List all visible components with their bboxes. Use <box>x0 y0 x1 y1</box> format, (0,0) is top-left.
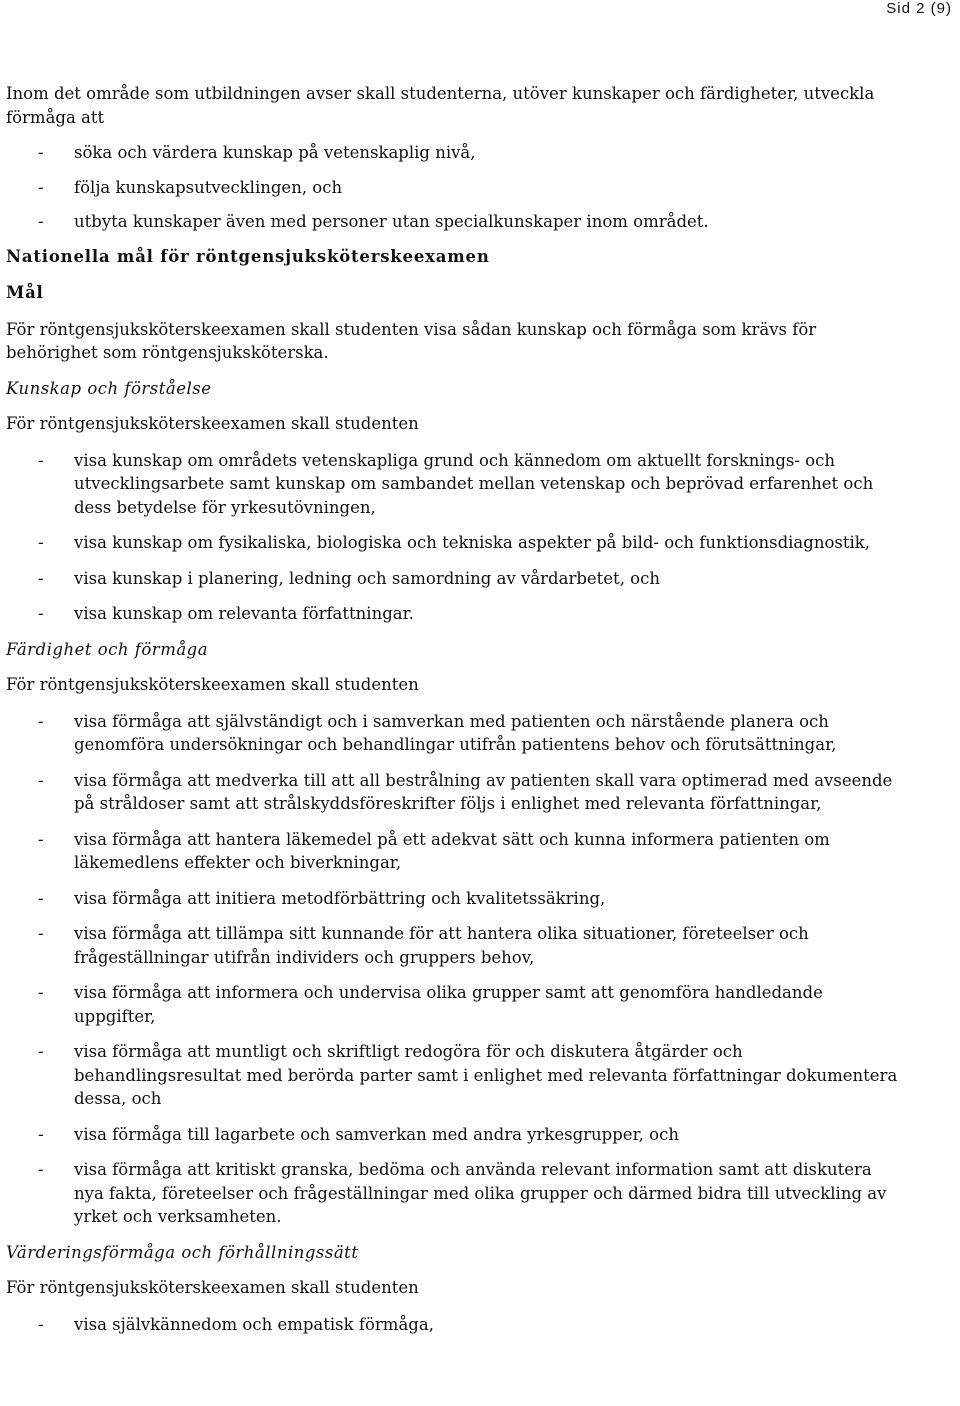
national-goals-heading: Nationella mål för röntgensjuksköterskeexamen <box>6 246 490 266</box>
document-body <box>6 82 906 1348</box>
intro-list <box>6 141 906 234</box>
list-item: - söka och värdera kunskap på vetenskaplig nivå, <box>6 141 906 165</box>
list-item: - visa kunskap om relevanta författningar. <box>6 602 906 626</box>
list-item: - visa förmåga att kritiskt granska, bedöma och använda relevant information samt att diskutera nya fakta, företeelser och frågeställningar med olika grupper och därmed bidra till utveckling av yrket och verksamheten. <box>6 1158 906 1229</box>
list-item: - visa självkännedom och empatisk förmåga, <box>6 1313 906 1337</box>
knowledge-list <box>6 449 906 626</box>
skills-list <box>6 710 906 1229</box>
list-item: - visa kunskap i planering, ledning och samordning av vårdarbetet, och <box>6 567 906 591</box>
list-item: - utbyta kunskaper även med personer utan specialkunskaper inom området. <box>6 210 906 234</box>
list-item: - visa förmåga att tillämpa sitt kunnande för att hantera olika situationer, företeelser och frågeställningar utifrån individers och gruppers behov, <box>6 922 906 969</box>
list-item: - visa förmåga till lagarbete och samverkan med andra yrkesgrupper, och <box>6 1123 906 1147</box>
knowledge-lead: För röntgensjuksköterskeexamen skall studenten <box>6 414 419 433</box>
list-item: - visa kunskap om områdets vetenskapliga grund och kännedom om aktuellt forsknings- och utvecklingsarbete samt kunskap om sambandet mellan vetenskap och beprövad erfarenhet och dess betydelse för yrkesutövningen, <box>6 449 906 520</box>
list-item: - visa förmåga att självständigt och i samverkan med patienten och närstående planera och genomföra undersökningar och behandlingar utifrån patientens behov och förutsättningar, <box>6 710 906 757</box>
knowledge-heading: Kunskap och förståelse <box>6 378 212 398</box>
skills-heading: Färdighet och förmåga <box>6 639 209 659</box>
list-item: - visa förmåga att initiera metodförbättring och kvalitetssäkring, <box>6 887 906 911</box>
intro-paragraph: Inom det område som utbildningen avser skall studenterna, utöver kunskaper och färdigheter, utveckla förmåga att <box>6 84 875 127</box>
values-heading: Värderingsförmåga och förhållningssätt <box>6 1242 359 1262</box>
list-item: - följa kunskapsutvecklingen, och <box>6 176 906 200</box>
values-lead: För röntgensjuksköterskeexamen skall studenten <box>6 1278 419 1297</box>
page-number: Sid 2 (9) <box>886 0 952 17</box>
goal-heading: Mål <box>6 283 44 302</box>
list-item: - visa förmåga att muntligt och skriftligt redogöra för och diskutera åtgärder och behandlingsresultat med berörda parter samt i enlighet med relevanta författningar dokumentera dessa, och <box>6 1040 906 1111</box>
list-item: - visa förmåga att informera och undervisa olika grupper samt att genomföra handledande uppgifter, <box>6 981 906 1028</box>
skills-lead: För röntgensjuksköterskeexamen skall studenten <box>6 675 419 694</box>
list-item: - visa förmåga att medverka till att all bestrålning av patienten skall vara optimerad med avseende på stråldoser samt att strålskyddsföreskrifter följs i enlighet med relevanta författningar, <box>6 769 906 816</box>
list-item: - visa förmåga att hantera läkemedel på ett adekvat sätt och kunna informera patienten om läkemedlens effekter och biverkningar, <box>6 828 906 875</box>
values-list <box>6 1313 906 1337</box>
list-item: - visa kunskap om fysikaliska, biologiska och tekniska aspekter på bild- och funktionsdiagnostik, <box>6 531 906 555</box>
goal-paragraph: För röntgensjuksköterskeexamen skall studenten visa sådan kunskap och förmåga som krävs för behörighet som röntgensjuksköterska. <box>6 319 817 362</box>
